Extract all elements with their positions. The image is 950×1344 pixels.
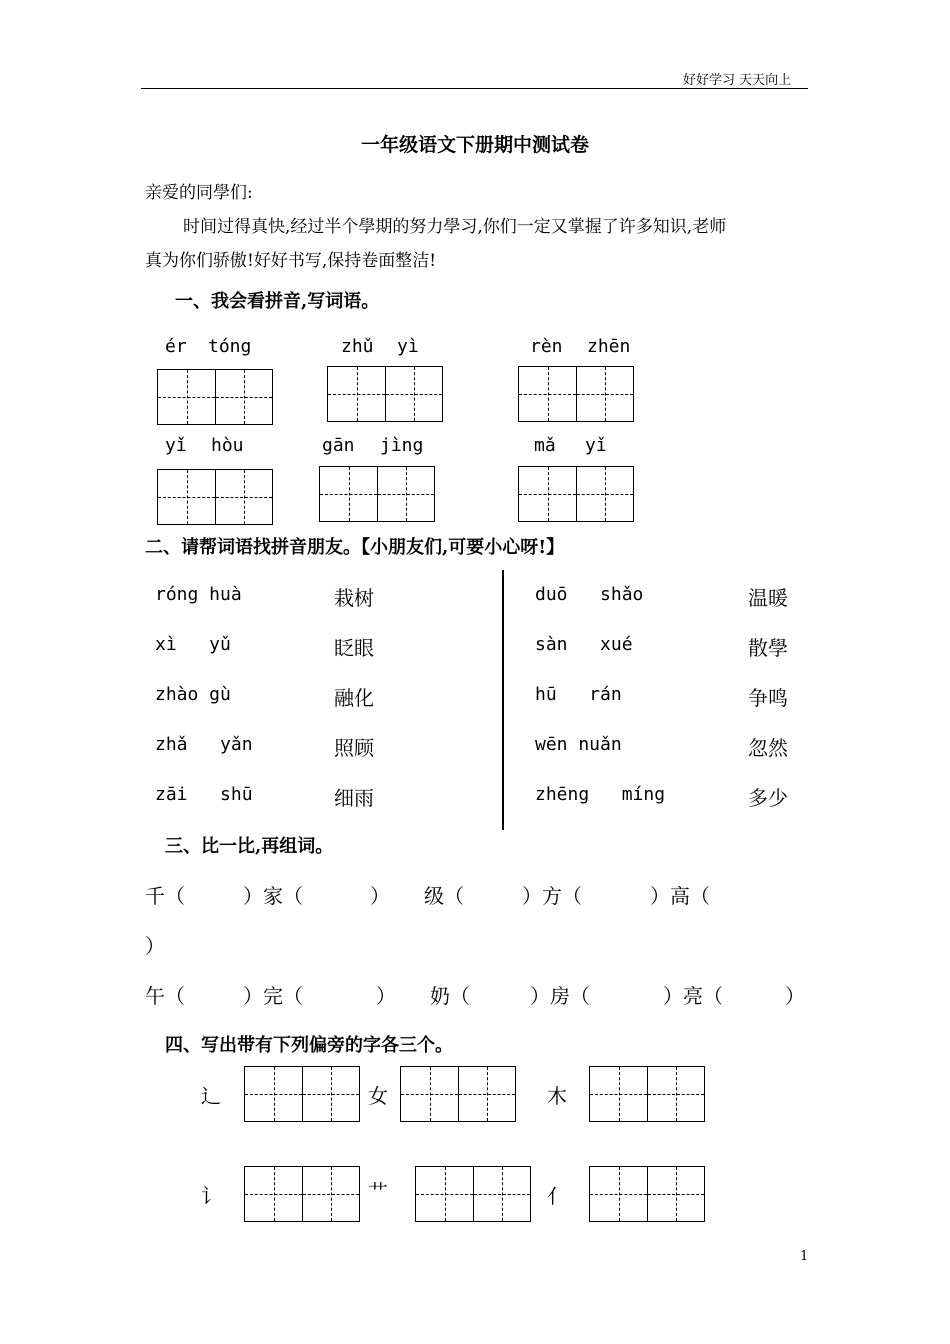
compare-item: ）方（ (522, 884, 582, 908)
pinyin-3a: rèn (530, 336, 563, 357)
compare-item: 午（ (145, 984, 185, 1008)
compare-item: ）完（ (243, 984, 303, 1008)
radical-label: 讠 (201, 1184, 221, 1208)
writing-grid[interactable] (415, 1166, 531, 1222)
radical-label: 亻 (547, 1184, 567, 1208)
pinyin-5a: gān (322, 435, 355, 456)
section-4-title: 四、写出带有下列偏旁的字各三个。 (165, 1035, 453, 1056)
writing-grid[interactable] (244, 1166, 360, 1222)
right-word: 散學 (748, 636, 788, 660)
writing-grid[interactable] (400, 1066, 516, 1122)
pinyin-2a: zhǔ (341, 336, 374, 357)
section-1-title: 一、我会看拼音,写词语。 (175, 291, 380, 312)
writing-grid[interactable] (244, 1066, 360, 1122)
compare-item: ） (145, 934, 165, 958)
compare-item: ）家（ (243, 884, 303, 908)
pinyin-6a: mǎ (534, 435, 556, 456)
compare-item: ） (376, 984, 396, 1008)
section-3-title: 三、比一比,再组词。 (165, 836, 334, 857)
page-number: 1 (800, 1249, 809, 1264)
intro-line-1: 时间过得真快,经过半个學期的努力學习,你们一定又掌握了许多知识,老师 (183, 217, 727, 237)
compare-item: 级（ (424, 884, 464, 908)
radical-label: 女 (368, 1084, 388, 1108)
right-pinyin: hū rán (535, 684, 622, 705)
radical-label: 艹 (368, 1180, 388, 1204)
compare-item: ）房（ (530, 984, 590, 1008)
greeting: 亲爱的同學们: (145, 183, 253, 203)
left-word: 细雨 (334, 786, 374, 810)
left-word: 眨眼 (334, 636, 374, 660)
left-word: 融化 (334, 686, 374, 710)
writing-grid[interactable] (589, 1066, 705, 1122)
right-pinyin: sàn xué (535, 634, 633, 655)
pinyin-4b: hòu (211, 435, 244, 456)
radical-label: 木 (547, 1084, 567, 1108)
writing-grid[interactable] (589, 1166, 705, 1222)
section-2-title: 二、请帮词语找拼音朋友。【小朋友们,可要小心呀!】 (145, 537, 565, 558)
pinyin-5b: jìng (380, 435, 424, 456)
right-pinyin: wēn nuǎn (535, 734, 622, 755)
right-pinyin: zhēng míng (535, 784, 666, 805)
left-pinyin: zhǎ yǎn (155, 734, 253, 755)
compare-item: 奶（ (430, 984, 470, 1008)
right-word: 多少 (748, 786, 788, 810)
right-word: 争鸣 (748, 686, 788, 710)
writing-grid[interactable] (157, 369, 273, 425)
compare-item: 千（ (145, 884, 185, 908)
writing-grid[interactable] (319, 466, 435, 522)
writing-grid[interactable] (518, 466, 634, 522)
pinyin-1a: ér (165, 336, 187, 357)
compare-item: ） (785, 984, 805, 1008)
page-header: 好好学习 天天向上 (683, 73, 792, 88)
pinyin-1b: tóng (208, 336, 252, 357)
compare-item: ） (370, 884, 390, 908)
radical-label: 辶 (201, 1084, 221, 1108)
intro-line-2: 真为你们骄傲!好好书写,保持卷面整洁! (145, 251, 437, 271)
left-pinyin: róng huà (155, 584, 242, 605)
right-pinyin: duō shǎo (535, 584, 644, 605)
pinyin-4a: yǐ (165, 435, 187, 456)
pinyin-6b: yǐ (585, 435, 607, 456)
writing-grid[interactable] (518, 366, 634, 422)
pinyin-2b: yì (397, 336, 419, 357)
left-word: 照顾 (334, 736, 374, 760)
column-divider (502, 570, 504, 830)
left-pinyin: zāi shū (155, 784, 253, 805)
left-pinyin: xì yǔ (155, 634, 231, 655)
header-rule (141, 88, 808, 89)
pinyin-3b: zhēn (587, 336, 631, 357)
right-word: 温暖 (748, 586, 788, 610)
left-word: 栽树 (334, 586, 374, 610)
left-pinyin: zhào gù (155, 684, 231, 705)
writing-grid[interactable] (157, 469, 273, 525)
page-title: 一年级语文下册期中测试卷 (360, 134, 589, 156)
right-word: 忽然 (748, 736, 788, 760)
writing-grid[interactable] (327, 366, 443, 422)
compare-item: ）亮（ (663, 984, 723, 1008)
compare-item: ）高（ (650, 884, 710, 908)
